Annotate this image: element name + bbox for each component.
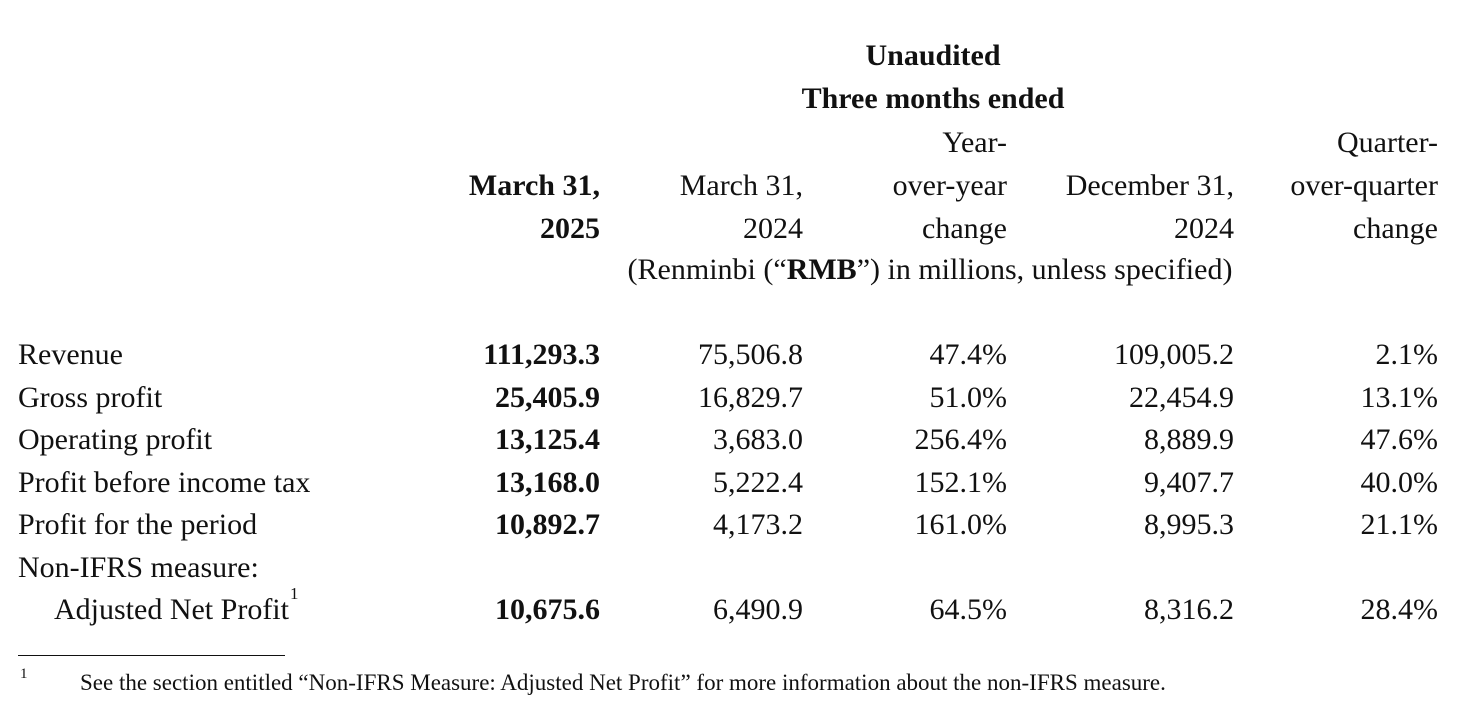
footnote-divider — [18, 655, 285, 656]
cell-revenue-dec-2024: 109,005.2 — [1114, 338, 1234, 371]
cell-pbt-dec-2024: 9,407.7 — [1144, 466, 1234, 499]
col-head-line: December 31, — [1065, 169, 1234, 202]
footnote-marker: 1 — [20, 666, 28, 682]
cell-adjusted-mar-2025: 10,675.6 — [495, 593, 600, 626]
col-head-dec-2024 — [1020, 164, 1234, 250]
col-head-line: 2024 — [743, 212, 803, 245]
footnote-text: See the section entitled “Non-IFRS Measure: Adjusted Net Profit” for more information about the non-IFRS measure. — [80, 670, 1166, 695]
header-three-months-ended: Three months ended — [801, 82, 1065, 115]
cell-operating-dec-2024: 8,889.9 — [1144, 423, 1234, 456]
cell-adjusted-yoy: 64.5% — [929, 593, 1007, 626]
col-head-line: over-year — [892, 169, 1007, 202]
cell-period-mar-2025: 10,892.7 — [495, 508, 600, 541]
col-head-mar-2024 — [600, 164, 803, 250]
col-head-line: 2024 — [1174, 212, 1234, 245]
col-head-mar-2025 — [380, 164, 600, 250]
cell-period-mar-2024: 4,173.2 — [713, 508, 803, 541]
col-head-qoq — [1240, 121, 1438, 250]
units-rmb: RMB — [786, 253, 857, 286]
cell-gross-dec-2024: 22,454.9 — [1129, 381, 1234, 414]
row-label-profit-before-tax: Profit before income tax — [18, 466, 311, 499]
col-head-line: change — [922, 212, 1007, 245]
cell-pbt-mar-2024: 5,222.4 — [713, 466, 803, 499]
cell-gross-yoy: 51.0% — [929, 381, 1007, 414]
col-head-line: Quarter- — [1336, 126, 1438, 159]
cell-gross-mar-2024: 16,829.7 — [698, 381, 803, 414]
cell-operating-qoq: 47.6% — [1360, 423, 1438, 456]
col-head-line: March 31, — [468, 169, 600, 202]
cell-adjusted-dec-2024: 8,316.2 — [1144, 593, 1234, 626]
units-prefix: (Renminbi (“ — [627, 253, 787, 286]
cell-operating-mar-2025: 13,125.4 — [495, 423, 600, 456]
cell-gross-qoq: 13.1% — [1360, 381, 1438, 414]
col-head-line: change — [1353, 212, 1438, 245]
cell-pbt-yoy: 152.1% — [914, 466, 1007, 499]
cell-period-yoy: 161.0% — [914, 508, 1007, 541]
cell-pbt-mar-2025: 13,168.0 — [495, 466, 600, 499]
col-head-line: 2025 — [540, 212, 600, 245]
cell-period-dec-2024: 8,995.3 — [1144, 508, 1234, 541]
cell-revenue-yoy: 47.4% — [929, 338, 1007, 371]
footnote-ref: 1 — [289, 584, 299, 603]
row-label-revenue: Revenue — [18, 338, 123, 371]
units-note — [560, 249, 1300, 291]
cell-adjusted-mar-2024: 6,490.9 — [713, 593, 803, 626]
cell-revenue-mar-2025: 111,293.3 — [483, 338, 600, 371]
cell-gross-mar-2025: 25,405.9 — [495, 381, 600, 414]
cell-adjusted-qoq: 28.4% — [1360, 593, 1438, 626]
col-head-yoy — [820, 121, 1007, 250]
cell-pbt-qoq: 40.0% — [1360, 466, 1438, 499]
col-head-line: over-quarter — [1290, 169, 1438, 202]
col-head-line: March 31, — [679, 169, 803, 202]
cell-revenue-qoq: 2.1% — [1375, 338, 1438, 371]
cell-revenue-mar-2024: 75,506.8 — [698, 338, 803, 371]
cell-operating-yoy: 256.4% — [914, 423, 1007, 456]
cell-period-qoq: 21.1% — [1360, 508, 1438, 541]
row-label-gross-profit: Gross profit — [18, 381, 163, 414]
units-suffix: ”) in millions, unless specified) — [856, 253, 1233, 286]
header-unaudited: Unaudited — [865, 39, 1001, 72]
cell-operating-mar-2024: 3,683.0 — [713, 423, 803, 456]
adjusted-net-profit-text: Adjusted Net Profit — [54, 593, 289, 626]
row-label-non-ifrs: Non-IFRS measure: — [18, 551, 259, 584]
col-head-line: Year- — [942, 126, 1007, 159]
row-label-adjusted-net-profit — [54, 584, 299, 631]
row-label-operating-profit: Operating profit — [18, 423, 213, 456]
row-label-profit-for-period: Profit for the period — [18, 508, 258, 541]
